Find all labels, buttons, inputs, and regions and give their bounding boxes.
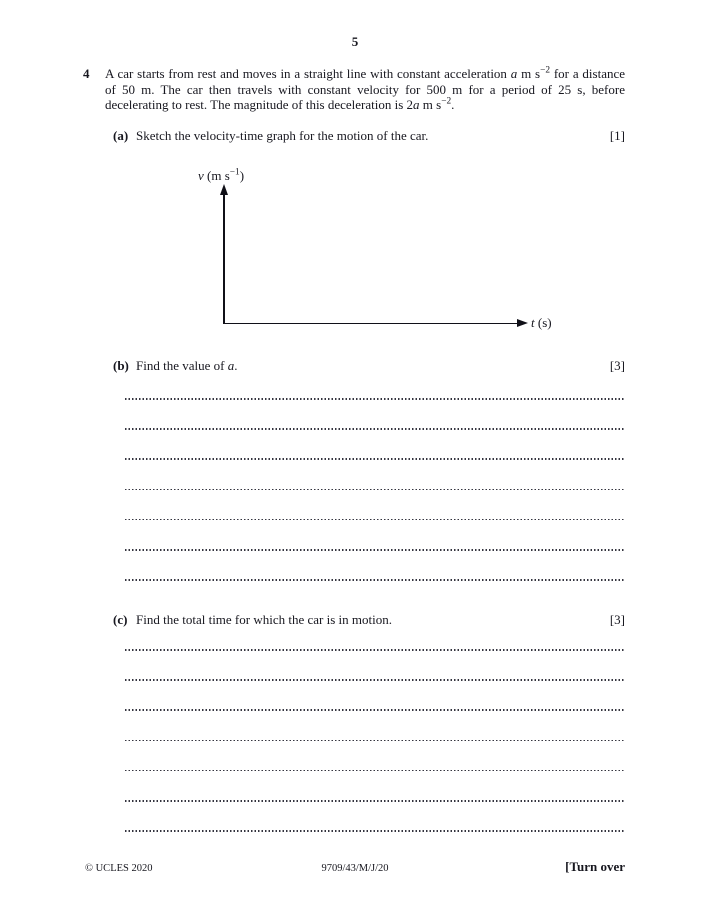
part-c-marks: [3] — [609, 612, 625, 627]
y-axis-line — [223, 192, 225, 324]
answer-line — [125, 579, 625, 581]
answer-line — [125, 709, 625, 711]
time-axis-label: t (s) — [531, 315, 552, 330]
answer-line — [125, 770, 625, 772]
question-intro: A car starts from rest and moves in a straight line with constant acceleration a m $s^{-2}$ for a distance of 50 m. The car then travels with constant velocity for 500 m for a period of 25 s, before decelerating to rest. The magnitude of this deceleration is 2a m $s^{-2}$. — [105, 65, 626, 113]
answer-line — [125, 549, 625, 551]
x-axis-arrowhead-icon — [517, 319, 528, 327]
answer-line — [125, 649, 625, 651]
part-c-text: Find the total time for which the car is in motion. — [136, 612, 392, 627]
answer-line — [125, 458, 625, 460]
answer-line — [125, 740, 625, 742]
answer-line — [125, 830, 625, 832]
part-b-marks: [3] — [609, 358, 625, 373]
velocity-axis-label: v (m $s^{-1}$) — [198, 167, 245, 183]
answer-line — [125, 800, 625, 802]
footer-turn-over: [Turn over — [565, 859, 625, 874]
x-axis-line — [223, 323, 519, 325]
footer-copyright: © UCLES 2020 — [85, 863, 153, 874]
question-block — [83, 66, 625, 113]
part-b-text: Find the value of a. — [136, 358, 238, 373]
part-b-row — [113, 358, 625, 374]
answer-line — [125, 398, 625, 400]
part-b-label: (b) — [113, 358, 129, 373]
part-c-label: (c) — [113, 612, 128, 627]
page-number: 5 — [351, 34, 359, 49]
part-a-row — [113, 128, 625, 144]
footer-paper-code: 9709/43/M/J/20 — [321, 863, 389, 874]
part-a-label: (a) — [113, 128, 129, 143]
part-c-row — [113, 612, 625, 628]
answer-line — [125, 519, 625, 521]
part-c-answer-lines — [125, 649, 625, 860]
part-a-text: Sketch the velocity-time graph for the motion of the car. — [136, 128, 429, 143]
question-number: 4 — [83, 66, 90, 81]
answer-line — [125, 679, 625, 681]
part-a-marks: [1] — [609, 128, 625, 143]
part-b-answer-lines — [125, 398, 625, 609]
answer-line — [125, 489, 625, 491]
answer-line — [125, 428, 625, 430]
